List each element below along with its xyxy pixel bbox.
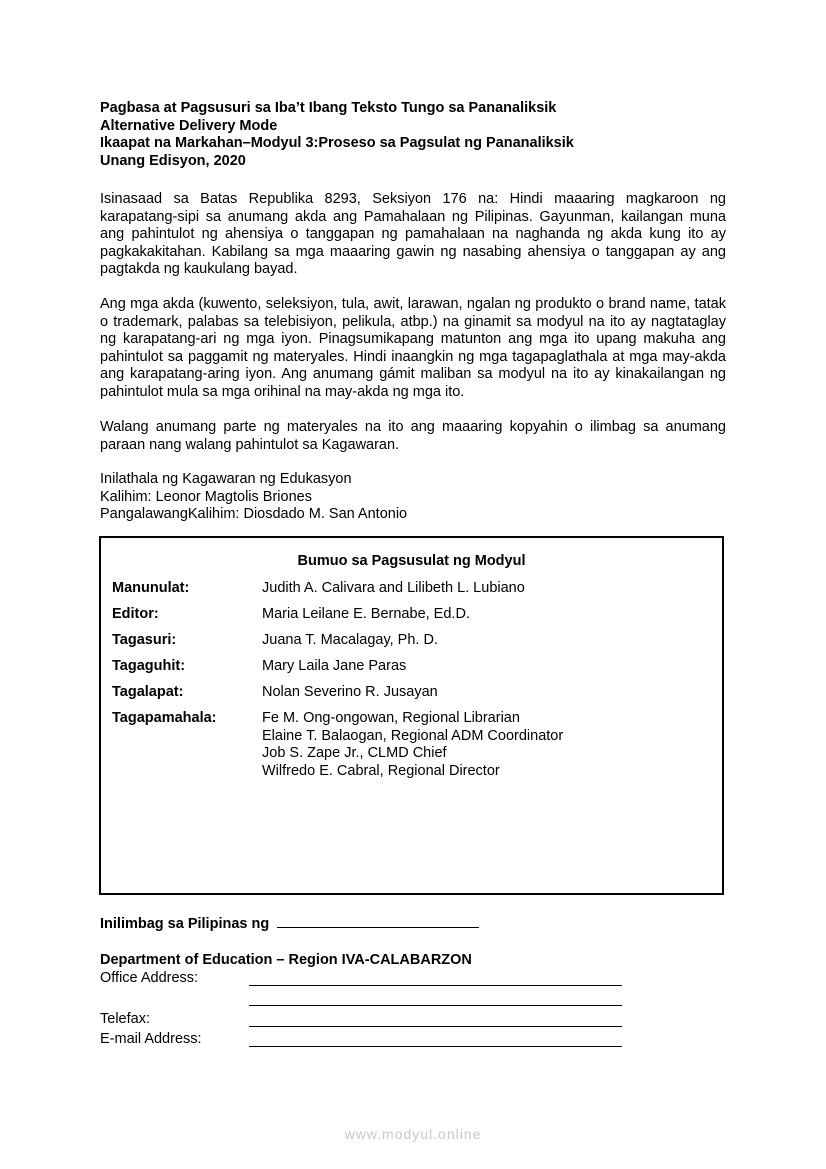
credit-role: Manunulat: <box>112 580 190 596</box>
undersecretary-line: PangalawangKalihim: Diosdado M. San Antonio <box>100 506 408 523</box>
credit-names <box>262 606 470 624</box>
publisher-line: Inilathala ng Kagawaran ng Edukasyon <box>100 471 352 487</box>
credit-name: Nolan Severino R. Jusayan <box>262 684 438 700</box>
edition: Unang Edisyon, 2020 <box>100 152 246 169</box>
printed-by-label: Inilimbag sa Pilipinas ng <box>100 916 270 932</box>
credit-name: Job S. Zape Jr., CLMD Chief <box>262 745 447 762</box>
credit-names <box>262 580 525 598</box>
credit-role: Tagalapat: <box>112 684 184 700</box>
office-address-label: Office Address: <box>100 970 199 986</box>
credit-name: Maria Leilane E. Bernabe, Ed.D. <box>262 606 470 622</box>
secretary-line: Kalihim: Leonor Magtolis Briones <box>100 488 312 505</box>
credits-box <box>99 536 724 895</box>
credit-names <box>262 632 438 650</box>
credit-name: Juana T. Macalagay, Ph. D. <box>262 632 438 648</box>
printer-blank-line <box>277 927 479 928</box>
email-label: E-mail Address: <box>100 1031 202 1047</box>
credit-name: Fe M. Ong-ongowan, Regional Librarian <box>262 710 520 726</box>
credit-names <box>262 684 438 702</box>
credit-name: Elaine T. Balaogan, Regional ADM Coordinator <box>262 727 564 744</box>
credit-names <box>262 710 563 780</box>
copyright-paragraph: Isinasaad sa Batas Republika 8293, Seksiyon 176 na: Hindi maaaring magkaroon ng karapatang-sipi sa anumang akda ang Pamahalaan ng Pilipinas. Gayunman, kailangan muna ang pahintulot ng ahensiya o tanggapan ng pamahalaan na naghanda ng akda kung ito ay pagkakakitahan. Kabilang sa mga maaaring gawin ng nasabing ahensiya o tanggapan ay ang pagtakda ng kaukulang bayad. <box>100 191 726 278</box>
credit-name: Judith A. Calivara and Lilibeth L. Lubiano <box>262 580 525 596</box>
watermark: www.modyul.online <box>344 1126 482 1142</box>
module-title: Ikaapat na Markahan–Modyul 3:Proseso sa Pagsulat ng Pananaliksik <box>100 135 574 151</box>
reproduction-paragraph: Walang anumang parte ng materyales na ito ang maaaring kopyahin o ilimbag sa anumang paraan nang walang pahintulot sa Kagawaran. <box>100 419 726 453</box>
credit-name: Mary Laila Jane Paras <box>262 658 407 674</box>
credit-role: Tagapamahala: <box>112 710 217 726</box>
document-header <box>100 100 574 170</box>
credit-name: Wilfredo E. Cabral, Regional Director <box>262 762 500 779</box>
credits-title: Bumuo sa Pagsusulat ng Modyul <box>297 553 526 569</box>
office-address-line <box>249 985 622 986</box>
telefax-line <box>249 1026 622 1027</box>
telefax-label: Telefax: <box>100 1011 150 1027</box>
book-title: Pagbasa at Pagsusuri sa Iba’t Ibang Teksto Tungo sa Pananaliksik <box>100 100 557 116</box>
rights-paragraph: Ang mga akda (kuwento, seleksiyon, tula, awit, larawan, ngalan ng produkto o brand name, tatak o trademark, palabas sa telebisiyon, pelikula, atbp.) na ginamit sa modyul na ito ay nagtataglay ng karapatang-ari ng mga iyon. Pinagsumikapang matunton ang mga ito upang makuha ang pahintulot sa paggamit ng materyales. Hindi inaangkin ng mga tagapaglathala at mga may-akda ang karapatang-aring iyon. Ang anumang gámit maliban sa modyul na ito ay kinakailangan ng pahintulot mula sa mga orihinal na may-akda ng mga ito. <box>100 296 726 400</box>
email-line <box>249 1046 622 1047</box>
delivery-mode: Alternative Delivery Mode <box>100 117 278 134</box>
credit-role: Tagasuri: <box>112 632 177 648</box>
office-address-line-2 <box>249 1005 622 1006</box>
department-name: Department of Education – Region IVA-CALABARZON <box>100 952 472 968</box>
credit-names <box>262 658 406 676</box>
credit-role: Editor: <box>112 606 159 622</box>
publisher-info <box>100 471 407 524</box>
printed-by <box>100 916 479 932</box>
credit-role: Tagaguhit: <box>112 658 186 674</box>
